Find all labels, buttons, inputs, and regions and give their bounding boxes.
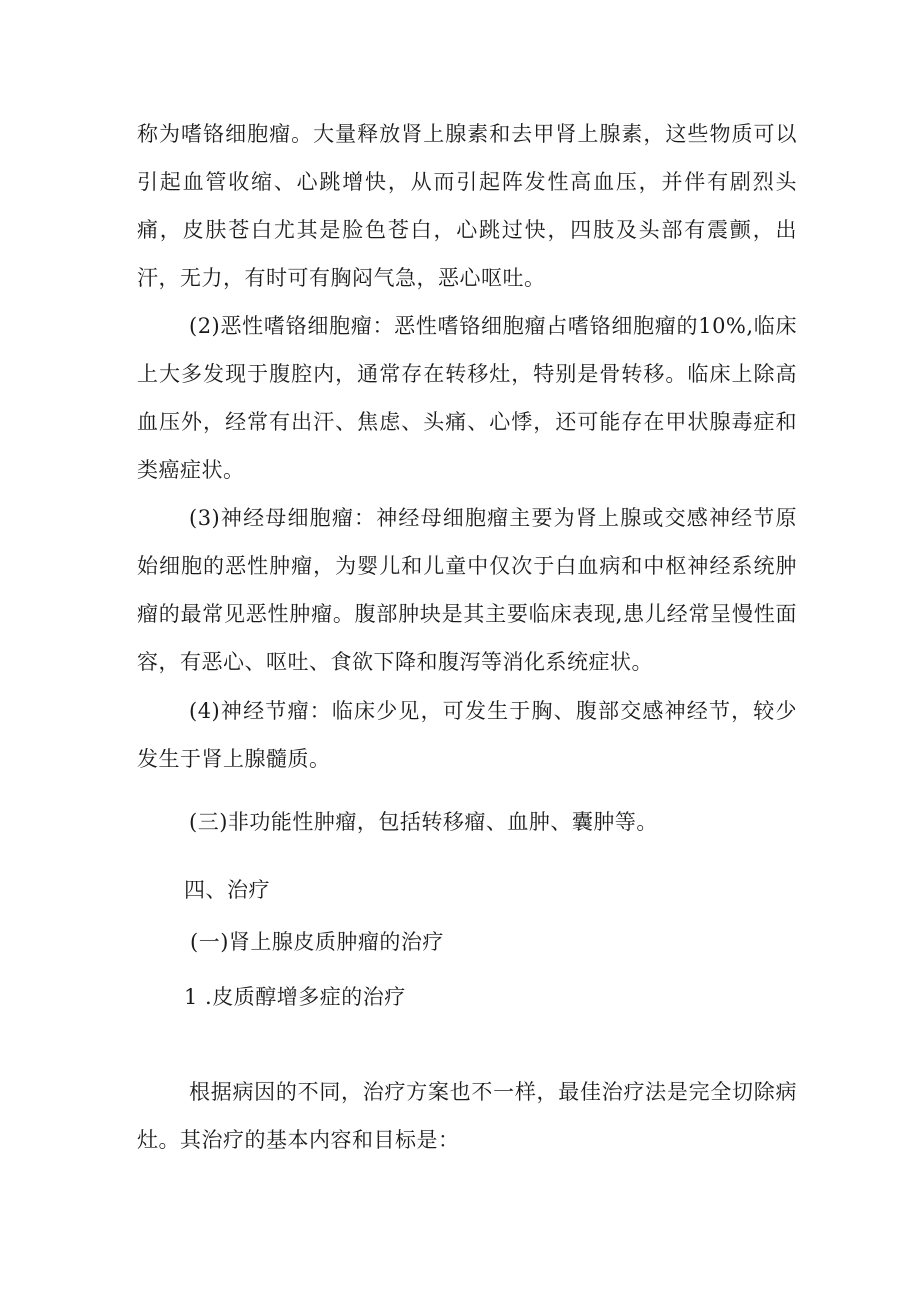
paragraph-ganglioneuroma: (4)神经节瘤：临床少见，可发生于胸、腹部交感神经节，较少发生于肾上腺髓质。 bbox=[137, 699, 797, 771]
paragraph-malignant-pheochromocytoma: (2)恶性嗜铬细胞瘤：恶性嗜铬细胞瘤占嗜铬细胞瘤的10%,临床上大多发现于腹腔内，通常存在转移灶，特别是骨转移。临床上除高血压外，经常有出汗、焦虑、头痛、心悸，还可能存在甲状腺毒症和类癌症状。 bbox=[137, 314, 797, 482]
paragraph-nonfunctional-tumors: (三)非功能性肿瘤，包括转移瘤、血肿、囊肿等。 bbox=[189, 810, 658, 834]
section-heading-treatment: 四、治疗 bbox=[184, 878, 270, 902]
paragraph-treatment-approach: 根据病因的不同，治疗方案也不一样，最佳治疗法是完全切除病灶。其治疗的基本内容和目标是： bbox=[137, 1080, 797, 1152]
paragraph-pheochromocytoma-symptoms: 称为嗜铬细胞瘤。大量释放肾上腺素和去甲肾上腺素，这些物质可以引起血管收缩、心跳增快，从而引起阵发性高血压，并伴有剧烈头痛，皮肤苍白尤其是脸色苍白，心跳过快，四肢及头部有震颤，出汗，无力，有时可有胸闷气急，恶心呕吐。 bbox=[137, 122, 797, 290]
subsection-heading-cortical-tumor-treatment: (一)肾上腺皮质肿瘤的治疗 bbox=[190, 930, 444, 954]
item-heading-cushing-treatment: 1 .皮质醇增多症的治疗 bbox=[184, 985, 406, 1009]
paragraph-neuroblastoma: (3)神经母细胞瘤：神经母细胞瘤主要为肾上腺或交感神经节原始细胞的恶性肿瘤，为婴儿和儿童中仅次于白血病和中枢神经系统肿瘤的最常见恶性肿瘤。腹部肿块是其主要临床表现,患儿经常呈慢性面容，有恶心、呕吐、食欲下降和腹泻等消化系统症状。 bbox=[137, 506, 797, 674]
